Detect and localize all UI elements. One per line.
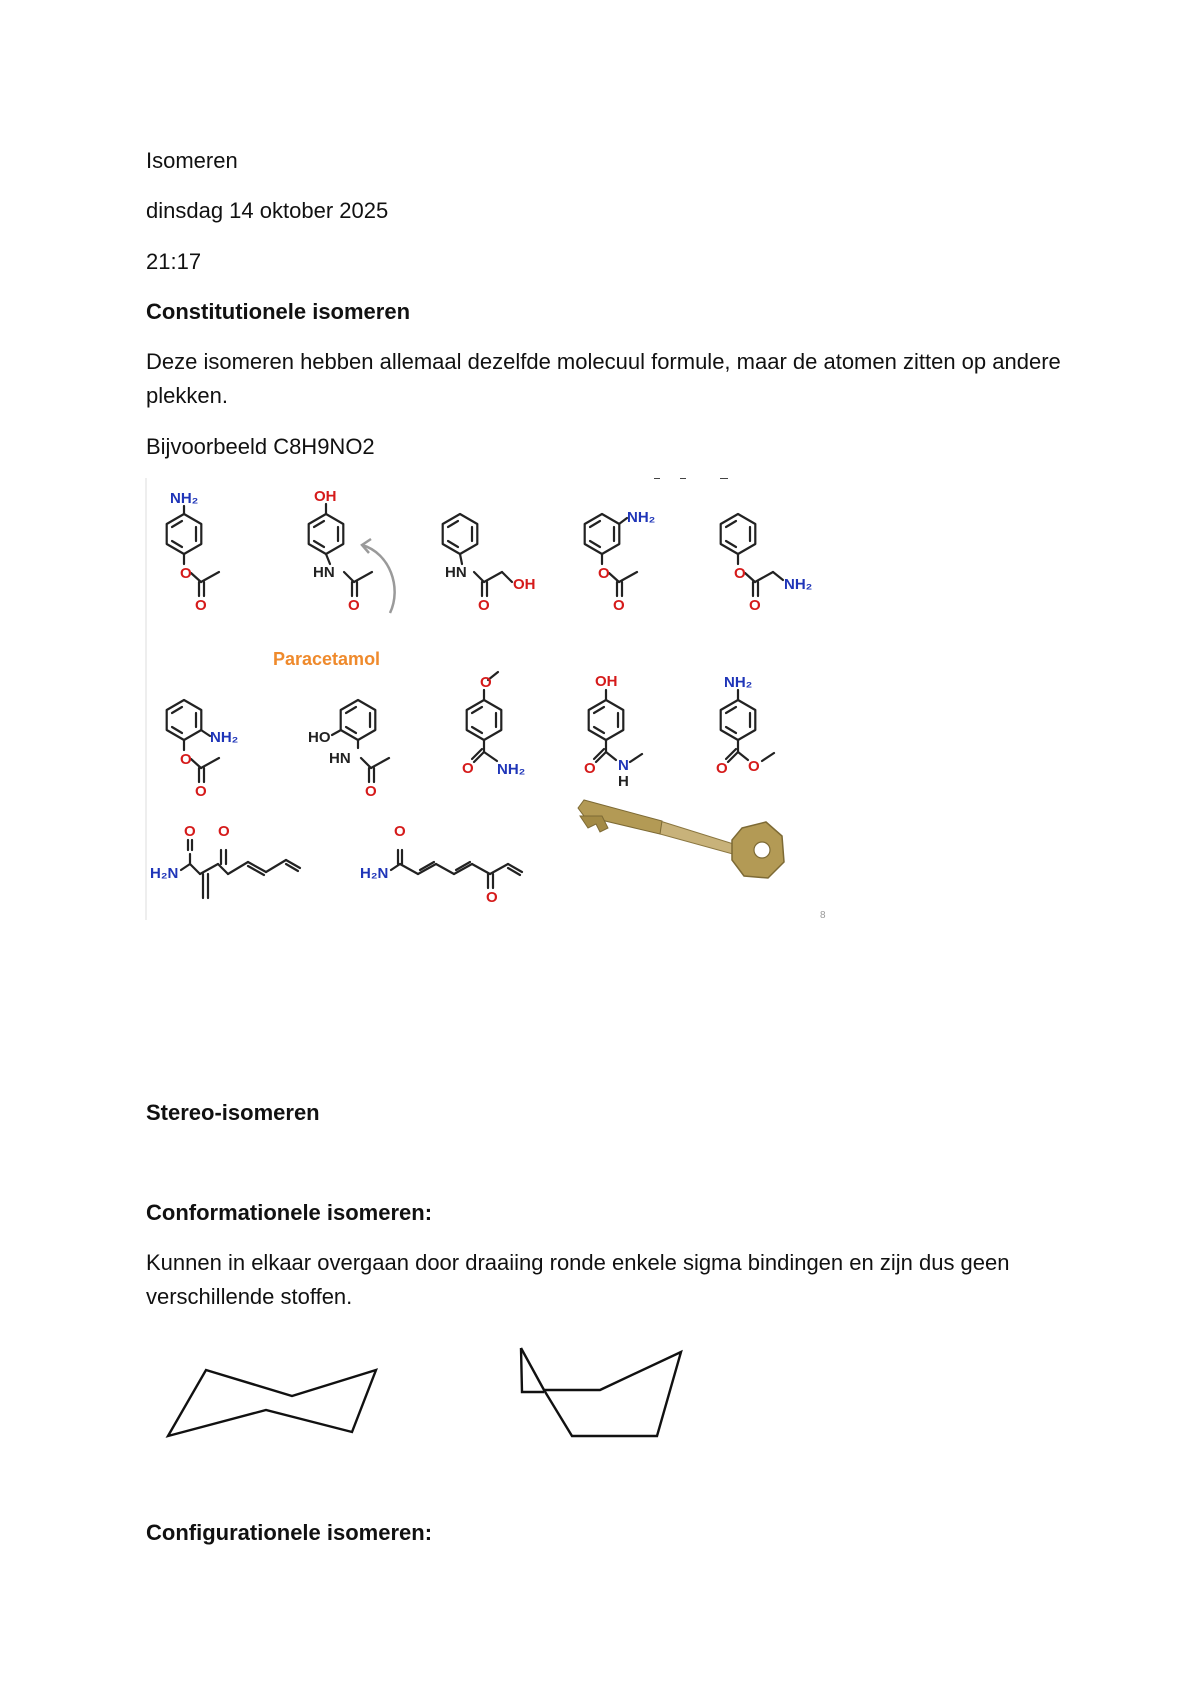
label-o: O [365, 783, 377, 800]
label-ho: HO [308, 729, 331, 746]
label-o: O [195, 597, 207, 614]
isomers-figure [140, 478, 840, 923]
label-hn: HN [329, 750, 351, 767]
example-text: Bijvoorbeeld C8H9NO2 [146, 434, 375, 459]
boat-conformation [521, 1348, 681, 1436]
molecule-11 [150, 823, 300, 898]
molecule-9 [584, 673, 642, 790]
heading-constitutional: Constitutionele isomeren [146, 299, 411, 324]
slide-page-number: 8 [820, 910, 826, 921]
label-oh: OH [513, 576, 536, 593]
note-title: Isomeren [146, 148, 238, 173]
note-date: dinsdag 14 oktober 2025 [146, 198, 389, 223]
label-oh: OH [595, 673, 618, 690]
molecule-10 [716, 674, 774, 777]
label-o: O [195, 783, 207, 800]
molecule-paracetamol [273, 488, 395, 669]
label-o: O [480, 674, 492, 691]
label-nh2: NH₂ [627, 509, 656, 526]
molecule-3 [443, 514, 536, 614]
label-h2n: H₂N [360, 865, 389, 882]
molecule-1 [167, 490, 219, 614]
label-o: O [584, 760, 596, 777]
label-o: O [749, 597, 761, 614]
arrow-icon [362, 545, 395, 613]
label-nh2: NH₂ [170, 490, 199, 507]
molecule-5 [721, 514, 813, 614]
label-o: O [478, 597, 490, 614]
key-icon [578, 800, 784, 878]
label-o: O [486, 889, 498, 906]
label-o: O [613, 597, 625, 614]
label-o: O [734, 565, 746, 582]
note-time: 21:17 [146, 249, 202, 274]
label-nh2: NH₂ [784, 576, 813, 593]
label-nh2: NH₂ [497, 761, 526, 778]
conformations-figure [140, 1336, 700, 1466]
label-o: O [748, 758, 760, 775]
label-o: O [462, 760, 474, 777]
molecule-8 [462, 672, 525, 778]
label-o: O [180, 751, 192, 768]
conformational-text: Kunnen in elkaar overgaan door draaiing ronde enkele sigma bindingen en zijn dus geen verschillende stoffen. [146, 1250, 1010, 1309]
heading-stereo: Stereo-isomeren [146, 1100, 320, 1125]
molecule-4 [585, 509, 656, 614]
label-nh2: NH₂ [724, 674, 753, 691]
chair-conformation [168, 1370, 376, 1436]
label-o: O [184, 823, 196, 840]
label-o: O [348, 597, 360, 614]
paracetamol-label: Paracetamol [273, 649, 381, 669]
label-o: O [180, 565, 192, 582]
label-h: H [618, 773, 629, 790]
heading-conformational: Conformationele isomeren: [146, 1200, 433, 1225]
constitutional-text: Deze isomeren hebben allemaal dezelfde molecuul formule, maar de atomen zitten op andere plekken. [146, 349, 1061, 408]
heading-configurational: Configurationele isomeren: [146, 1520, 433, 1545]
label-h2n: H₂N [150, 865, 179, 882]
label-o: O [716, 760, 728, 777]
label-oh: OH [314, 488, 337, 505]
molecule-12 [360, 823, 522, 906]
label-hn: HN [445, 564, 467, 581]
label-hn: HN [313, 564, 335, 581]
label-n: N [618, 757, 629, 774]
label-o: O [394, 823, 406, 840]
label-o: O [598, 565, 610, 582]
molecule-6 [167, 700, 239, 800]
label-o: O [218, 823, 230, 840]
label-nh2: NH₂ [210, 729, 239, 746]
molecule-7 [308, 700, 389, 800]
